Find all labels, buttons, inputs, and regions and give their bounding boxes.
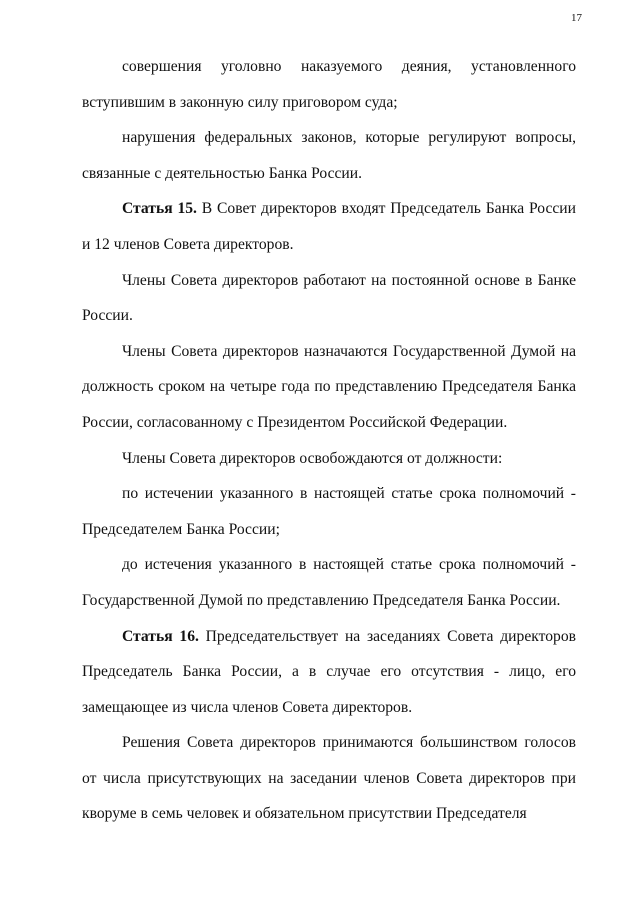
paragraph-text: Члены Совета директоров освобождаются от должности: (122, 449, 503, 467)
article-heading: Статья 15. (122, 200, 197, 218)
paragraph (82, 334, 576, 441)
paragraph-text: по истечении указанного в настоящей статье срока полномочий - Председателем Банка России; (82, 485, 576, 538)
paragraph-text: совершения уголовно наказуемого деяния, установленного вступившим в законную силу приговором суда; (82, 58, 576, 111)
paragraph (82, 263, 576, 334)
paragraph-text: Решения Совета директоров принимаются большинством голосов от числа присутствующих на заседании членов Совета директоров при кворуме в семь человек и обязательном присутствии Председателя (82, 734, 576, 823)
article-heading: Статья 16. (122, 627, 199, 645)
paragraph-text: Члены Совета директоров назначаются Государственной Думой на должность сроком на четыре года по представлению Председателя Банка России, согласованному с Президентом Российской Федерации. (82, 342, 576, 431)
paragraph-text: В Совет директоров входят Председатель Банка России и 12 членов Совета директоров. (82, 200, 576, 253)
paragraph (82, 476, 576, 547)
paragraph-text: нарушения федеральных законов, которые регулируют вопросы, связанные с деятельностью Банка России. (82, 129, 576, 182)
paragraph-text: до истечения указанного в настоящей статье срока полномочий - Государственной Думой по представлению Председателя Банка России. (82, 556, 576, 609)
paragraph (82, 120, 576, 191)
paragraph-text: Председательствует на заседаниях Совета директоров Председатель Банка России, а в случае его отсутствия - лицо, его замещающее из числа членов Совета директоров. (82, 627, 576, 716)
paragraph (82, 547, 576, 618)
article-16-paragraph (82, 619, 576, 726)
paragraph (82, 725, 576, 832)
paragraph-text: Члены Совета директоров работают на постоянной основе в Банке России. (82, 271, 576, 325)
document-body (82, 49, 576, 832)
paragraph (82, 441, 576, 477)
page-number: 17 (571, 12, 582, 24)
article-15-paragraph (82, 191, 576, 262)
paragraph (82, 49, 576, 120)
